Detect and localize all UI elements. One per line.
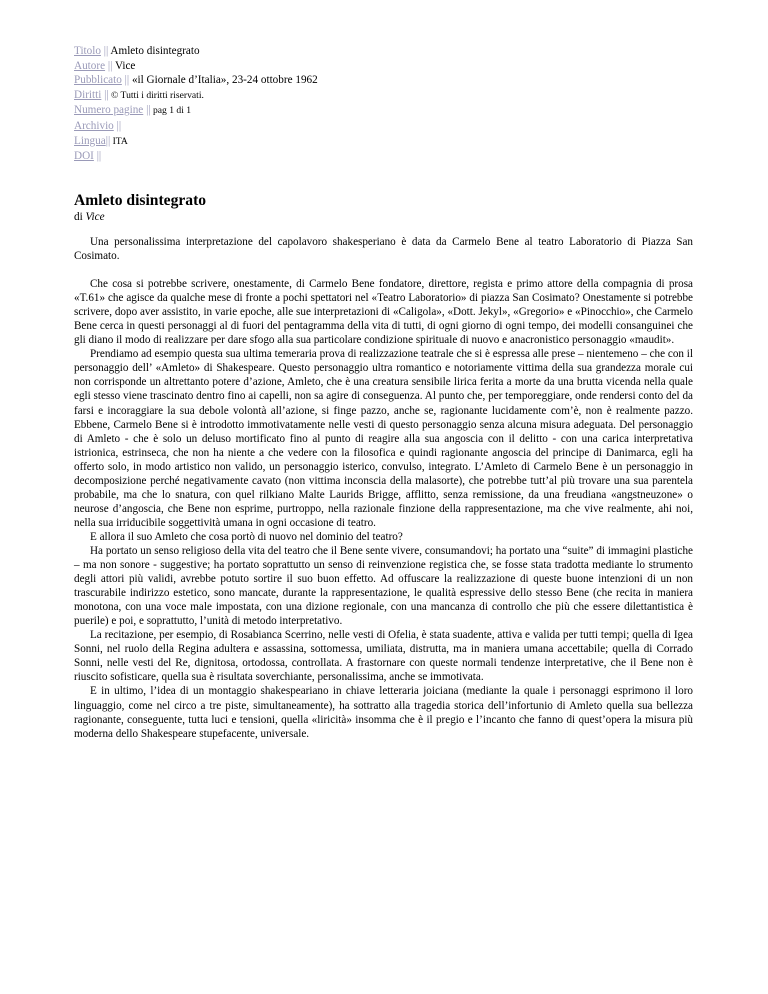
meta-separator: || [105, 59, 113, 72]
article-paragraph: E in ultimo, l’idea di un montaggio shakespeariano in chiave letteraria joiciana (mediante la quale i personaggi esprimono il loro linguaggio, come nel circo a tre piste, simultaneamente), ha sottratto alla tragedia storica dell’infortunio di Amleto quella sua bellezza ragionante, conseguente, tutta luci e tensioni, quella «liricità» insomma che è il pregio e l’incanto che fanno di quest’opera la misura più moderna dello Shakespeare stupefacente, universale. [74, 685, 693, 740]
meta-row-numero-pagine [74, 103, 318, 119]
byline-author: Vice [85, 211, 105, 223]
byline-prefix: di [74, 211, 86, 223]
meta-value-lingua: ITA [110, 135, 128, 147]
article-lead: Una personalissima interpretazione del capolavoro shakesperiano è data da Carmelo Bene al teatro Laboratorio di Piazza San Cosimato. [74, 236, 693, 263]
meta-link-numero-pagine[interactable]: Numero pagine [74, 104, 144, 117]
meta-row-lingua [74, 134, 318, 150]
meta-link-pubblicato[interactable]: Pubblicato [74, 74, 122, 87]
meta-value-diritti: © Tutti i diritti riservati. [108, 89, 204, 101]
meta-link-autore[interactable]: Autore [74, 59, 106, 72]
meta-row-diritti [74, 88, 318, 104]
metadata-block [74, 44, 318, 164]
meta-separator: || [100, 45, 109, 57]
article-body [74, 235, 693, 741]
meta-value-numero-pagine: pag 1 di 1 [150, 105, 192, 117]
article-paragraph: E allora il suo Amleto che cosa portò di nuovo nel dominio del teatro? [90, 530, 403, 543]
meta-link-diritti[interactable]: Diritti [74, 88, 102, 101]
meta-value-autore: Vice [112, 59, 136, 72]
meta-link-titolo[interactable]: Titolo [74, 45, 101, 57]
meta-separator: || [105, 134, 111, 147]
article-paragraph: Che cosa si potrebbe scrivere, onestamente, di Carmelo Bene fondatore, direttore, regista e primo attore della compagnia di prosa «T.61» che agisce da qualche mese di fronte a pochi spettatori nel «Teatro Laboratorio» di piazza San Cosimato? Onestamente si potrebbe scrivere, dopo aver assistito, in varie epoche, alle sue interpretazioni di «Caligola», «Dott. Jekyl», «Gregorio» e «Pinocchio», che Carmelo Bene cerca in questi personaggi al di fuori del pentagramma della vita di tutti, di ogni giorno di ogni tempo, dei modelli consanguinei che gli diano il modo di realizzare per dare sfogo alla sua particolare condizione spirituale di nuovo e anacronistico personaggio «maudit». [74, 278, 693, 347]
byline [74, 211, 105, 223]
meta-separator: || [101, 88, 109, 101]
meta-value-titolo: Amleto disintegrato [108, 45, 200, 57]
meta-row-pubblicato [74, 73, 318, 88]
meta-link-archivio[interactable]: Archivio [74, 119, 114, 132]
meta-separator: || [113, 119, 122, 132]
meta-separator: || [93, 150, 102, 163]
meta-link-doi[interactable]: DOI [74, 150, 94, 163]
meta-row-autore [74, 59, 318, 74]
meta-separator: || [143, 104, 151, 117]
meta-separator: || [121, 74, 130, 87]
meta-value-pubblicato: «il Giornale d’Italia», 23-24 ottobre 1962 [129, 74, 318, 87]
meta-link-lingua[interactable]: Lingua [74, 134, 106, 147]
article-title: Amleto disintegrato [74, 192, 207, 209]
article-paragraph: La recitazione, per esempio, di Rosabianca Scerrino, nelle vesti di Ofelia, è stata suadente, attiva e valida per tutti tempi; quella di Igea Sonni, nel ruolo della Regina adultera e assassina, sottomessa, umiliata, distrutta, ma in maniera umana accettabile; quella di Corrado Sonni, nelle vesti del Re, dignitosa, ortodossa, controllata. A frastornare con queste normali tendenze interpretative, che il Bene non è riuscito sofisticare, quella sua è risultata soverchiante, personalissima, anche se immotivata. [74, 629, 693, 684]
article-paragraph: Ha portato un senso religioso della vita del teatro che il Bene sente vivere, consumandovi; ha portato una “suite” di immagini plastiche – ma non sonore - suggestive; ha portato soprattutto un senso di reinvenzione registica che, se fosse stata tradotta mediante lo strumento degli attori più validi, avrebbe potuto sortire il suo buon effetto. Ad offuscare la realizzazione di queste buone intenzioni di un non trascurabile indirizzo estetico, sono mancate, durante la rappresentazione, le qualità espressive dello stesso Bene (che recita in maniera monotona, con una voce male impostata, con una dizione regionale, con una mancanza di controllo che più che essere dilettantistica è puerile) e poi, e soprattutto, l’unità di metodo interpretativo. [74, 544, 693, 628]
meta-row-doi [74, 149, 318, 164]
meta-row-titolo [74, 44, 318, 59]
article-paragraph: Prendiamo ad esempio questa sua ultima temeraria prova di realizzazione teatrale che si è espressa alle prese – nientemeno – che con il personaggio dell’ «Amleto» di Shakespeare. Questo personaggio ultra romantico e notoriamente vittima della sua grandezza morale cui non corrisponde un altrettanto potere d’azione, Amleto, che è una creatura sensibile lirica ferita a morte da una brutta vicenda nella quale egli stesso viene trascinato dentro fino ai capelli, non sa agire di conseguenza. Al punto che, per temporeggiare, onde rendersi conto del da farsi e incoraggiare la sua debole volontà all’azione, si finge pazzo, anche se, ragionante lucidamente com’è, non è realmente pazzo. Ebbene, Carmelo Bene si è introdotto immotivatamente nelle vesti di questo personaggio senza alcuna misura adeguata. Del personaggio di Amleto - che è solo un deluso mortificato fino al punto di reagire alla sua angoscia con il delitto - con una carica interpretativa istrionica, estrinseca, che non ha niente a che vedere con la filosofica e quindi ragionante angoscia del principe di Danimarca, egli ha offerto solo, in modo artistico non valido, un personaggio isterico, convulso, integrato. L’Amleto di Carmelo Bene è un personaggio in decomposizione perché negativamente cavato (non vittima inconscia della malasorte), che potrebbe tutt’al più trovare una sua parentela probabile, ma che lo snatura, con quel rilkiano Malte Laurids Brigge, afflitto, senza remissione, da una freudiana «angstneuzone» o neurose d’angoscia, che Bene non esprime, purtroppo, nella razionale finzione della rappresentazione, ma che vive realmente, ahi noi, nella sua irriducibile soggettività umana in ogni occasione di teatro. [74, 348, 693, 529]
meta-row-archivio [74, 119, 318, 134]
